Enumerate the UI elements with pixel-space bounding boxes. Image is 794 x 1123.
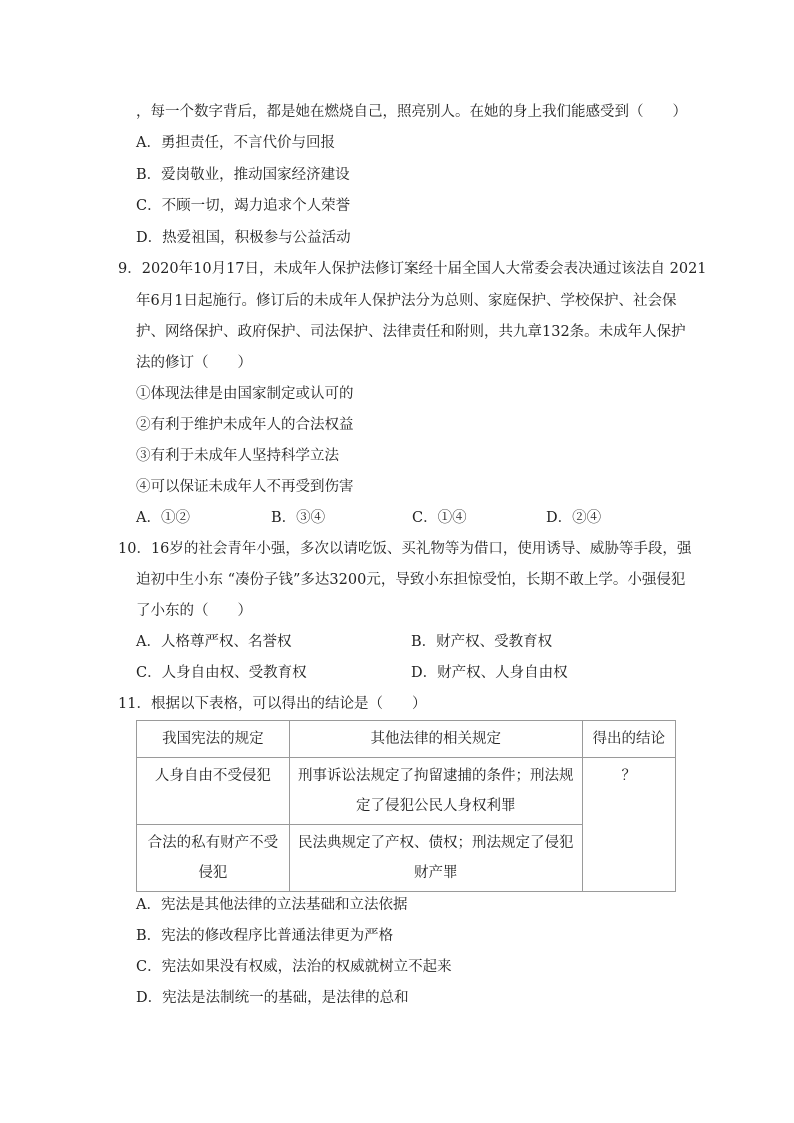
table-header-conclusion: 得出的结论 xyxy=(582,721,675,758)
intro-option-a: A．勇担责任，不言代价与回报 xyxy=(136,135,335,151)
intro-option-c: C．不顾一切，竭力追求个人荣誉 xyxy=(136,198,351,214)
law-table xyxy=(136,720,676,892)
q9-options xyxy=(136,508,676,528)
table-cell-conclusion: ？ xyxy=(582,758,675,892)
q11-option-b: B．宪法的修改程序比普通法律更为严格 xyxy=(136,928,394,944)
intro-option-d: D．热爱祖国，积极参与公益活动 xyxy=(136,230,351,246)
q11-stem: 11．根据以下表格，可以得出的结论是（ ） xyxy=(118,696,427,712)
intro-line: ，每一个数字背后，都是她在燃烧自己，照亮别人。在她的身上我们能感受到（ ） xyxy=(136,104,687,120)
q9-option-d: D．②④ xyxy=(546,510,602,526)
table-row xyxy=(137,758,676,825)
q9-line-4: 法的修订（ ） xyxy=(136,355,252,371)
q9-statement-1: ①体现法律是由国家制定或认可的 xyxy=(136,386,354,402)
table-cell-left: 人身自由不受侵犯 xyxy=(137,758,290,825)
q9-statement-2: ②有利于维护未成年人的合法权益 xyxy=(136,417,354,433)
q9-option-a: A．①② xyxy=(136,510,190,526)
q9-line-3: 护、网络保护、政府保护、司法保护、法律责任和附则，共九章132条。未成年人保护 xyxy=(136,324,686,340)
table-cell-right: 民法典规定了产权、债权；刑法规定了侵犯财产罪 xyxy=(289,825,582,892)
table-header-other-laws: 其他法律的相关规定 xyxy=(289,721,582,758)
q11-option-c: C．宪法如果没有权威，法治的权威就树立不起来 xyxy=(136,959,452,975)
table-header-row xyxy=(137,721,676,758)
table-cell-left: 合法的私有财产不受侵犯 xyxy=(137,825,290,892)
q9-line-2: 年6月1日起施行。修订后的未成年人保护法分为总则、家庭保护、学校保护、社会保 xyxy=(136,293,677,309)
q9-statement-4: ④可以保证未成年人不再受到伤害 xyxy=(136,479,354,495)
q10-line-3: 了小东的（ ） xyxy=(136,603,252,619)
table-header-constitution: 我国宪法的规定 xyxy=(137,721,290,758)
q10-option-b: B．财产权、受教育权 xyxy=(411,634,553,650)
q9-option-c: C．①④ xyxy=(412,510,467,526)
q10-option-c: C．人身自由权、受教育权 xyxy=(136,665,307,681)
q10-option-d: D．财产权、人身自由权 xyxy=(411,665,568,681)
q10-line-1: 10．16岁的社会青年小强，多次以请吃饭、买礼物等为借口，使用诱导、威胁等手段，强 xyxy=(118,541,692,557)
q9-line-1: 9．2020年10月17日，未成年人保护法修订案经十届全国人大常委会表决通过该法自 2021 xyxy=(118,261,707,277)
q10-option-a: A．人格尊严权、名誉权 xyxy=(136,634,292,650)
q9-statement-3: ③有利于未成年人坚持科学立法 xyxy=(136,448,339,464)
q11-option-a: A．宪法是其他法律的立法基础和立法依据 xyxy=(136,897,408,913)
q11-option-d: D．宪法是法制统一的基础，是法律的总和 xyxy=(136,990,409,1006)
q10-line-2: 迫初中生小东 “凑份子钱”多达3200元，导致小东担惊受怕，长期不敢上学。小强侵犯 xyxy=(136,572,686,588)
table-cell-right: 刑事诉讼法规定了拘留逮捕的条件；刑法规定了侵犯公民人身权利罪 xyxy=(289,758,582,825)
intro-option-b: B．爱岗敬业，推动国家经济建设 xyxy=(136,167,350,183)
q9-option-b: B．③④ xyxy=(271,510,326,526)
